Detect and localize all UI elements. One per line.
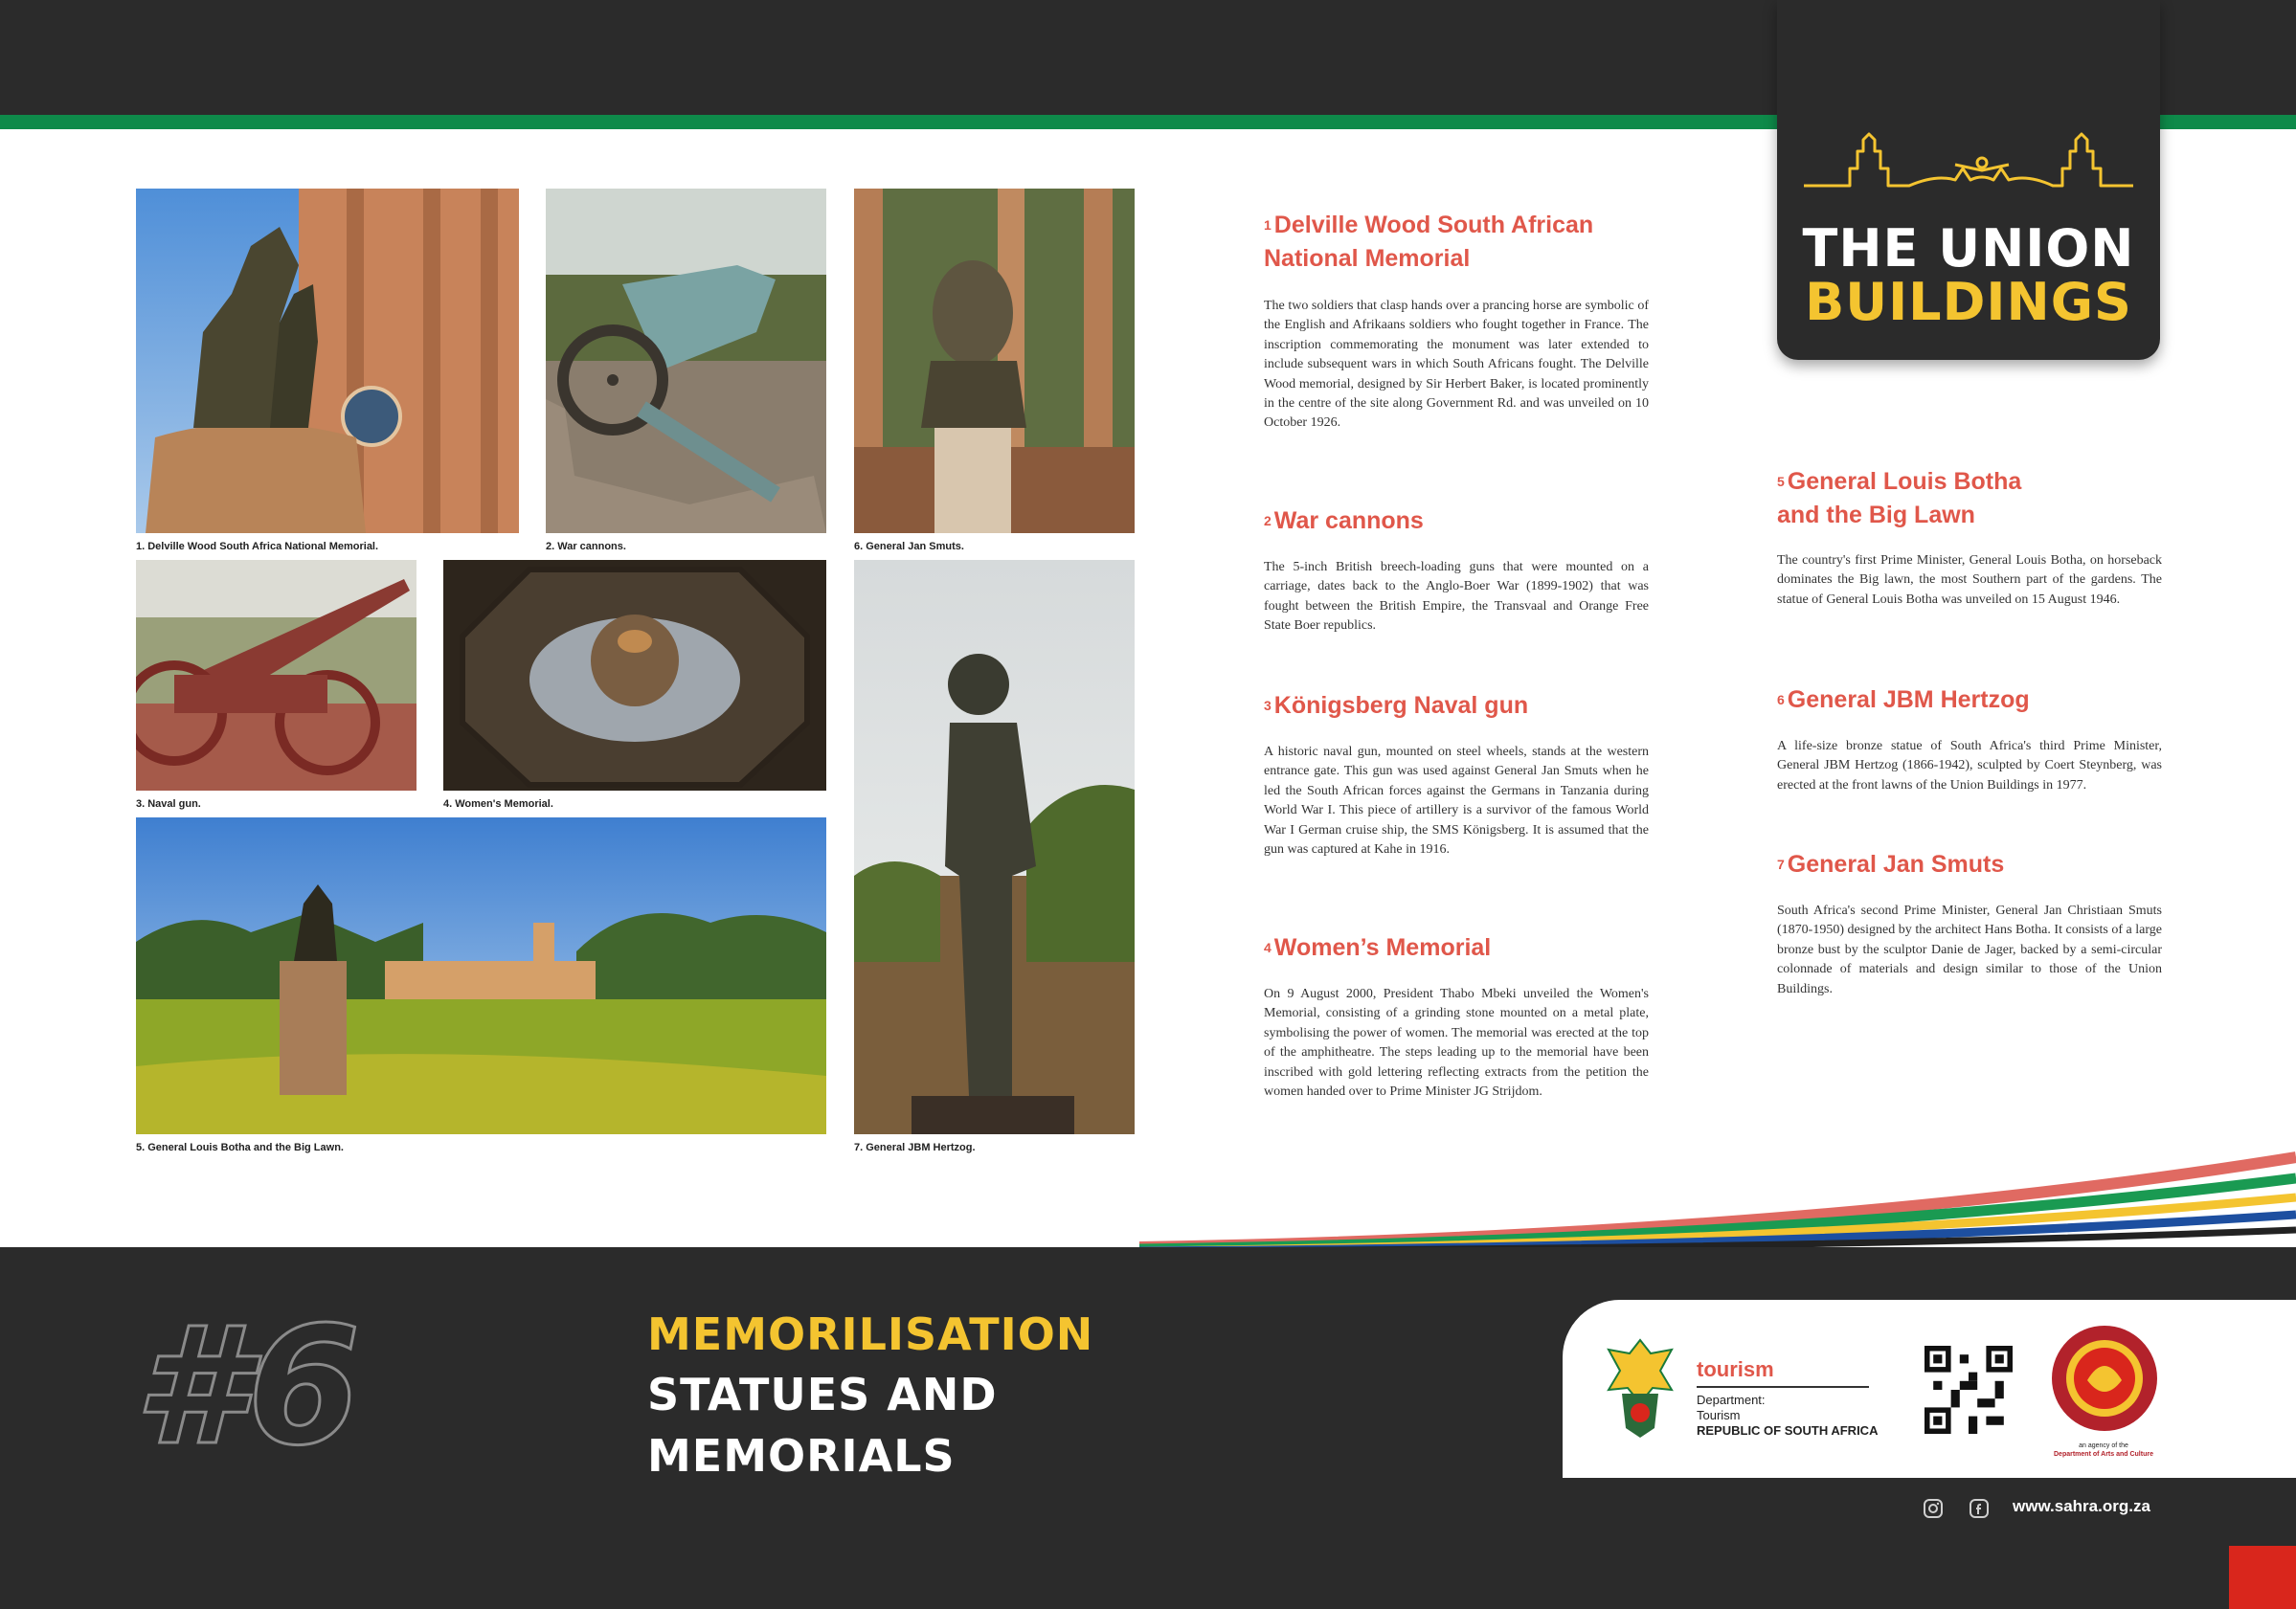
article-1-body: The two soldiers that clasp hands over a prancing horse are symbolic of the English and Afrikaans soldiers who fought together in France. The inscription commemorating the monument was later extended to include subsequent wars in which South Africans fought. The Delville Wood memorial, designed by Sir Herbert Baker, is located prominently in the centre of the site along Government Rd. and was unveiled on 10 October 1926. xyxy=(1264,299,1649,431)
tourism-wordmark: tourism xyxy=(1697,1357,1774,1381)
article-3-body: A historic naval gun, mounted on steel wheels, stands at the western entrance gate. This gun was used against General Jan Smuts when he led the South African forces against the Germans in Tanzania during World War I. This piece of artillery is a survivor of the famous World War I German cruise ship, the SMS Königsberg. It is assumed that the gun was captured at Kahe in 1916. xyxy=(1264,745,1649,858)
article-4-body: On 9 August 2000, President Thabo Mbeki unveiled the Women's Memorial, consisting of a grinding stone mounted on a metal plate, symbolising the power of women. The memorial was erected at the top of the amphitheatre. The steps leading up to the memorial have been inscribed with gold lettering reflecting extracts from the petition the women handed over to Prime Minister JG Strijdom. xyxy=(1264,987,1649,1100)
article-6-title: $^6$ General JBM Hertzog xyxy=(1777,686,2030,713)
article-6-number: 6 xyxy=(1777,692,1785,707)
tourism-divider xyxy=(1697,1386,1869,1388)
caption-7: 7. General JBM Hertzog. xyxy=(854,1142,976,1153)
article-5-body: The country's first Prime Minister, General Louis Botha, on horseback dominates the Big lawn, the most Southern part of the gardens. The statue of General Louis Botha was unveiled on 15 August 1946. xyxy=(1777,553,2162,607)
department-label: Department: Tourism REPUBLIC OF SOUTH AFRICA xyxy=(1697,1393,1879,1438)
article-7-title: $^7$ General Jan Smuts xyxy=(1777,851,2005,878)
footer-title-line3: MEMORIALS xyxy=(647,1430,956,1482)
photo-war-cannons xyxy=(546,189,826,533)
sahra-logo-icon xyxy=(2049,1323,2160,1434)
article-6-body: A life-size bronze statue of South Africa's third Prime Minister, General JBM Hertzog (1866-1942), sculpted by Coert Steynberg, was erected at the front lawns of the Union Buildings in 1977. xyxy=(1777,739,2162,793)
qr-code-icon[interactable] xyxy=(1925,1346,2013,1434)
article-2-body: The 5-inch British breech-loading guns that were mounted on a carriage, dates back to the Anglo-Boer War (1899-1902) that was fought between the British Empire, the Transvaal and Orange Free State Boer republics. xyxy=(1264,560,1649,634)
caption-6: 6. General Jan Smuts. xyxy=(854,541,964,552)
caption-1: 1. Delville Wood South Africa National Memorial. xyxy=(136,541,379,552)
caption-5: 5. General Louis Botha and the Big Lawn. xyxy=(136,1142,344,1153)
article-7-body: South Africa's second Prime Minister, General Jan Christiaan Smuts (1870-1950) designed by the architect Hans Botha. It consists of a large bronze bust by the sculptor Danie de Jager, backed by a semi-circular colonnade of materials and design similar to those of the Union Buildings. xyxy=(1777,904,2162,996)
logo-title-line2: BUILDINGS xyxy=(1805,272,2132,332)
article-5-title: $^5$ General Louis Botha and the Big Lawn xyxy=(1777,468,2022,528)
article-2-title: $^2$ War cannons xyxy=(1264,507,1424,534)
footer-title-line2: STATUES AND xyxy=(647,1369,998,1420)
photo-louis-botha-big-lawn xyxy=(136,817,826,1134)
svg-text:#6: #6 xyxy=(134,1313,361,1457)
article-2-number: 2 xyxy=(1264,513,1272,528)
coat-of-arms-icon xyxy=(1605,1336,1676,1441)
article-3-title: $^3$ Königsberg Naval gun xyxy=(1264,692,1529,719)
facebook-icon[interactable] xyxy=(1969,1498,1990,1519)
photo-naval-gun xyxy=(136,560,416,791)
photo-delville-wood xyxy=(136,189,519,533)
caption-2: 2. War cannons. xyxy=(546,541,626,552)
article-3-number: 3 xyxy=(1264,698,1272,713)
footer-title-line1: MEMORILISATION xyxy=(647,1308,1094,1360)
website-link[interactable]: www.sahra.org.za xyxy=(2013,1497,2150,1515)
caption-4: 4. Women's Memorial. xyxy=(443,798,553,810)
article-1-title: $^1$ Delville Wood South African National Memorial xyxy=(1264,212,1594,272)
article-1-number: 1 xyxy=(1264,217,1272,233)
caption-3: 3. Naval gun. xyxy=(136,798,201,810)
photo-jan-smuts xyxy=(854,189,1135,533)
instagram-icon[interactable] xyxy=(1923,1498,1944,1519)
partner-logos-card xyxy=(1563,1300,2296,1478)
article-4-number: 4 xyxy=(1264,940,1272,955)
flag-swoosh-decoration xyxy=(1139,1144,2296,1251)
union-buildings-logo xyxy=(1777,0,2160,360)
photo-womens-memorial xyxy=(443,560,826,791)
agency-label: an agency of the Department of Arts and Culture xyxy=(2054,1442,2153,1458)
photo-jbm-hertzog xyxy=(854,560,1135,1134)
footer-number xyxy=(134,1313,460,1457)
union-buildings-skyline-icon xyxy=(1802,126,2135,203)
article-5-number: 5 xyxy=(1777,474,1785,489)
article-7-number: 7 xyxy=(1777,857,1785,872)
red-corner-block xyxy=(2229,1546,2296,1609)
article-4-title: $^4$ Women’s Memorial xyxy=(1264,934,1492,961)
logo-title-line1: THE UNION xyxy=(1802,218,2135,279)
